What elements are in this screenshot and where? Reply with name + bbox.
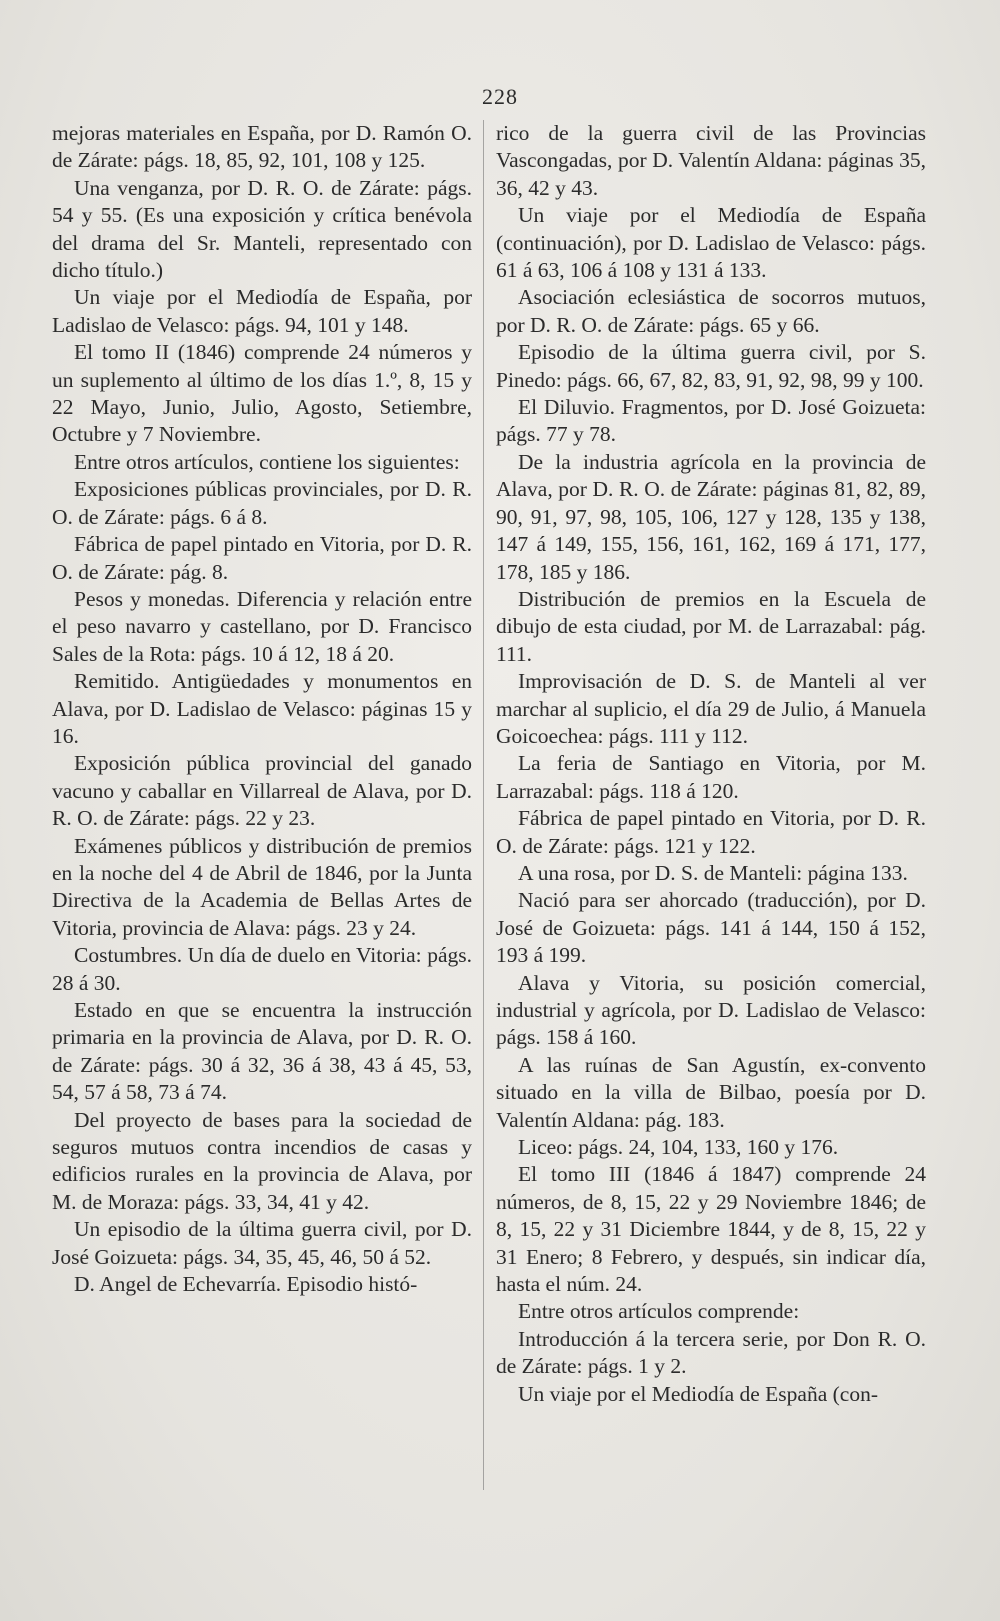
index-entry: Introducción á la tercera serie, por Don R. O. de Zárate: págs. 1 y 2. [496,1326,926,1379]
index-entry: A las ruínas de San Agustín, ex-convento situado en la villa de Bilbao, poesía por D. Valentín Aldana: pág. 183. [496,1052,926,1132]
index-entry: Un viaje por el Mediodía de España (con- [518,1381,878,1406]
index-entry: Entre otros artículos comprende: [518,1299,800,1324]
column-divider [483,120,484,1490]
index-entry: Improvisación de D. S. de Manteli al ver marchar al suplicio, el día 29 de Julio, á Manuela Goicoechea: págs. 111 y 112. [496,669,926,748]
index-entry: D. Angel de Echevarría. Episodio histó- [74,1272,418,1297]
index-entry: Asociación eclesiástica de socorros mutuos, por D. R. O. de Zárate: págs. 65 y 66. [496,285,926,337]
index-entry: Un viaje por el Mediodía de España, por Ladislao de Velasco: págs. 94, 101 y 148. [52,285,472,337]
index-entry: Fábrica de papel pintado en Vitoria, por D. R. O. de Zárate: págs. 121 y 122. [496,806,926,858]
index-entry: Distribución de premios en la Escuela de dibujo de esta ciudad, por M. de Larrazabal: pág. 111. [496,586,926,666]
index-entry: Entre otros artículos, contiene los siguientes: [74,449,460,474]
index-entry: Exposiciones públicas provinciales, por D. R. O. de Zárate: págs. 6 á 8. [52,477,472,529]
left-column [52,120,472,1298]
index-entry: El tomo III (1846 á 1847) comprende 24 números, de 8, 15, 22 y 29 Noviembre 1846; de 8, 15, 22 y 31 Diciembre 1844, y de 8, 15, 22 y 31 Enero; 8 Febrero, y después, sin indicar día, hasta el núm. 24. [496,1162,926,1297]
index-entry: Nació para ser ahorcado (traducción), por D. José de Goizueta: págs. 141 á 144, 150 á 152, 193 á 199. [496,888,926,968]
index-entry: Exposición pública provincial del ganado vacuno y caballar en Villarreal de Alava, por D. R. O. de Zárate: págs. 22 y 23. [52,751,472,831]
index-entry: Remitido. Antigüedades y monumentos en Alava, por D. Ladislao de Velasco: páginas 15 y 16. [52,669,472,748]
page-number: 228 [482,84,518,109]
index-entry: Del proyecto de bases para la sociedad de seguros mutuos contra incendios de casas y edificios rurales en la provincia de Alava, por M. de Moraza: págs. 33, 34, 41 y 42. [52,1107,472,1214]
index-entry: El tomo II (1846) comprende 24 números y un suplemento al último de los días 1.º, 8, 15 y 22 Mayo, Junio, Julio, Agosto, Setiembre, Octubre y 7 Noviembre. [52,340,472,447]
index-entry: Pesos y monedas. Diferencia y relación entre el peso navarro y castellano, por D. Francisco Sales de la Rota: págs. 10 á 12, 18 á 20. [52,586,472,666]
index-entry: mejoras materiales en España, por D. Ramón O. de Zárate: págs. 18, 85, 92, 101, 108 y 125. [52,121,472,173]
index-entry: El Diluvio. Fragmentos, por D. José Goizueta: págs. 77 y 78. [496,395,926,447]
index-entry: Liceo: págs. 24, 104, 133, 160 y 176. [518,1135,839,1160]
index-entry: Exámenes públicos y distribución de premios en la noche del 4 de Abril de 1846, por la Junta Directiva de la Academia de Bellas Artes de Vitoria, provincia de Alava: págs. 23 y 24. [52,833,472,940]
index-entry: Estado en que se encuentra la instrucción primaria en la provincia de Alava, por D. R. O. de Zárate: págs. 30 á 32, 36 á 38, 43 á 45, 53, 54, 57 á 58, 73 á 74. [52,998,472,1105]
index-entry: La feria de Santiago en Vitoria, por M. Larrazabal: págs. 118 á 120. [496,751,926,803]
index-entry: De la industria agrícola en la provincia de Alava, por D. R. O. de Zárate: páginas 81, 82, 89, 90, 91, 97, 98, 105, 106, 127 y 128, 135 y 138, 147 á 149, 155, 156, 161, 162, 169 á 171, 177, 178, 185 y 186. [496,449,926,584]
index-entry: Un viaje por el Mediodía de España (continuación), por D. Ladislao de Velasco: págs. 61 á 63, 106 á 108 y 131 á 133. [496,203,926,283]
index-entry: A una rosa, por D. S. de Manteli: página 133. [518,860,908,885]
index-entry: rico de la guerra civil de las Provincias Vascongadas, por D. Valentín Aldana: páginas 35, 36, 42 y 43. [496,121,926,200]
index-entry: Fábrica de papel pintado en Vitoria, por D. R. O. de Zárate: pág. 8. [52,532,472,584]
index-entry: Episodio de la última guerra civil, por S. Pinedo: págs. 66, 67, 82, 83, 91, 92, 98, 99 y 100. [496,340,926,392]
right-column [496,120,926,1408]
index-entry: Alava y Vitoria, su posición comercial, industrial y agrícola, por D. Ladislao de Velasco: págs. 158 á 160. [496,970,926,1050]
index-entry: Un episodio de la última guerra civil, por D. José Goizueta: págs. 34, 35, 45, 46, 50 á 52. [52,1217,472,1269]
index-entry: Costumbres. Un día de duelo en Vitoria: págs. 28 á 30. [52,943,472,995]
index-entry: Una venganza, por D. R. O. de Zárate: págs. 54 y 55. (Es una exposición y crítica benévola del drama del Sr. Manteli, representado con dicho título.) [52,175,472,283]
